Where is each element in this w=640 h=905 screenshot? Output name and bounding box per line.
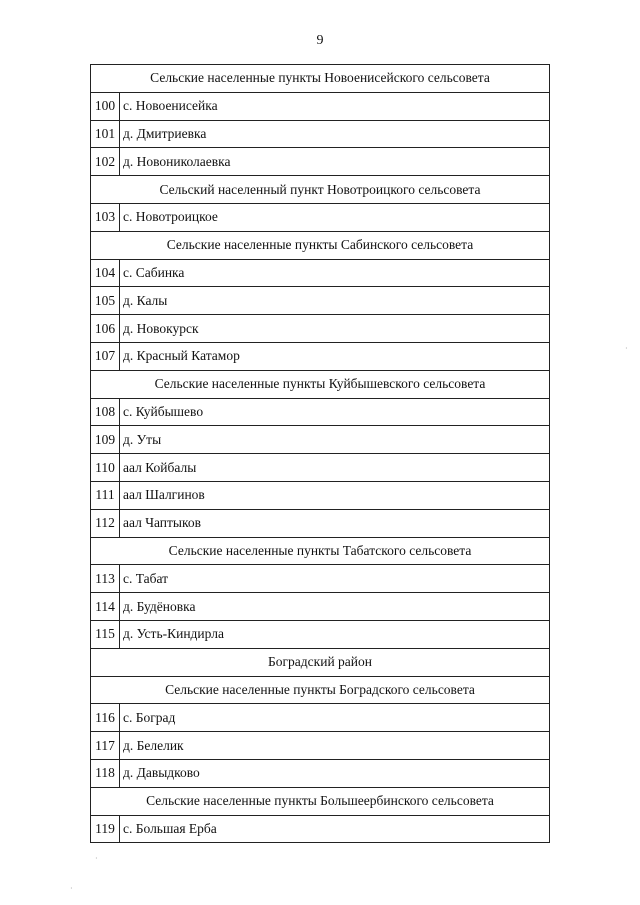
table-row	[91, 565, 550, 593]
row-number: 109	[91, 426, 120, 454]
table-row	[91, 148, 550, 176]
section-header: Сельские населенные пункты Сабинского сельсовета	[91, 231, 550, 259]
section-header: Сельские населенные пункты Большеербинского сельсовета	[91, 787, 550, 815]
table-row	[91, 759, 550, 787]
scan-speck: ·	[625, 344, 628, 353]
table-row	[91, 704, 550, 732]
row-number: 110	[91, 454, 120, 482]
table-row	[91, 732, 550, 760]
section-header-row	[91, 231, 550, 259]
settlement-name: аал Чаптыков	[120, 509, 550, 537]
section-header: Сельские населенные пункты Табатского сельсовета	[91, 537, 550, 565]
table-row	[91, 259, 550, 287]
section-header: Сельские населенные пункты Новоенисейского сельсовета	[91, 65, 550, 93]
page-number: 9	[316, 33, 324, 48]
settlement-name: с. Новотроицкое	[120, 203, 550, 231]
scan-speck: ·	[70, 884, 73, 893]
row-number: 113	[91, 565, 120, 593]
section-header-row	[91, 787, 550, 815]
row-number: 111	[91, 481, 120, 509]
table-row	[91, 287, 550, 315]
section-header-row	[91, 65, 550, 93]
row-number: 117	[91, 732, 120, 760]
row-number: 119	[91, 815, 120, 843]
row-number: 114	[91, 593, 120, 621]
section-header-row	[91, 537, 550, 565]
settlement-name: д. Красный Катамор	[120, 342, 550, 370]
row-number: 107	[91, 342, 120, 370]
settlement-name: аал Койбалы	[120, 454, 550, 482]
table-row	[91, 398, 550, 426]
settlement-name: д. Новокурск	[120, 315, 550, 343]
settlement-name: с. Сабинка	[120, 259, 550, 287]
settlement-name: д. Калы	[120, 287, 550, 315]
settlement-name: д. Давыдково	[120, 759, 550, 787]
settlements-table	[90, 64, 550, 843]
table-row	[91, 620, 550, 648]
row-number: 101	[91, 120, 120, 148]
table-row	[91, 481, 550, 509]
row-number: 115	[91, 620, 120, 648]
row-number: 105	[91, 287, 120, 315]
table-row	[91, 593, 550, 621]
row-number: 100	[91, 92, 120, 120]
settlement-name: с. Табат	[120, 565, 550, 593]
section-header-row	[91, 370, 550, 398]
table-row	[91, 509, 550, 537]
settlement-name: с. Куйбышево	[120, 398, 550, 426]
row-number: 118	[91, 759, 120, 787]
row-number: 104	[91, 259, 120, 287]
section-header: Сельские населенные пункты Куйбышевского сельсовета	[91, 370, 550, 398]
settlement-name: д. Дмитриевка	[120, 120, 550, 148]
row-number: 112	[91, 509, 120, 537]
settlement-name: с. Большая Ерба	[120, 815, 550, 843]
table-row	[91, 92, 550, 120]
table-row	[91, 120, 550, 148]
settlement-name: д. Будёновка	[120, 593, 550, 621]
section-header: Боградский район	[91, 648, 550, 676]
table-row	[91, 454, 550, 482]
table-row	[91, 203, 550, 231]
settlement-name: д. Усть-Киндирла	[120, 620, 550, 648]
settlement-name: с. Новоенисейка	[120, 92, 550, 120]
row-number: 116	[91, 704, 120, 732]
row-number: 103	[91, 203, 120, 231]
section-header: Сельские населенные пункты Боградского сельсовета	[91, 676, 550, 704]
table-row	[91, 815, 550, 843]
settlement-name: д. Белелик	[120, 732, 550, 760]
section-header-row	[91, 176, 550, 204]
settlements-table-body	[91, 65, 550, 843]
settlement-name: д. Уты	[120, 426, 550, 454]
table-row	[91, 426, 550, 454]
settlement-name: с. Боград	[120, 704, 550, 732]
settlement-name: д. Новониколаевка	[120, 148, 550, 176]
settlement-name: аал Шалгинов	[120, 481, 550, 509]
section-header-row	[91, 676, 550, 704]
section-header: Сельский населенный пункт Новотроицкого сельсовета	[91, 176, 550, 204]
table-row	[91, 342, 550, 370]
section-header-row	[91, 648, 550, 676]
row-number: 106	[91, 315, 120, 343]
row-number: 108	[91, 398, 120, 426]
table-row	[91, 315, 550, 343]
row-number: 102	[91, 148, 120, 176]
scan-speck: ·	[95, 854, 98, 863]
